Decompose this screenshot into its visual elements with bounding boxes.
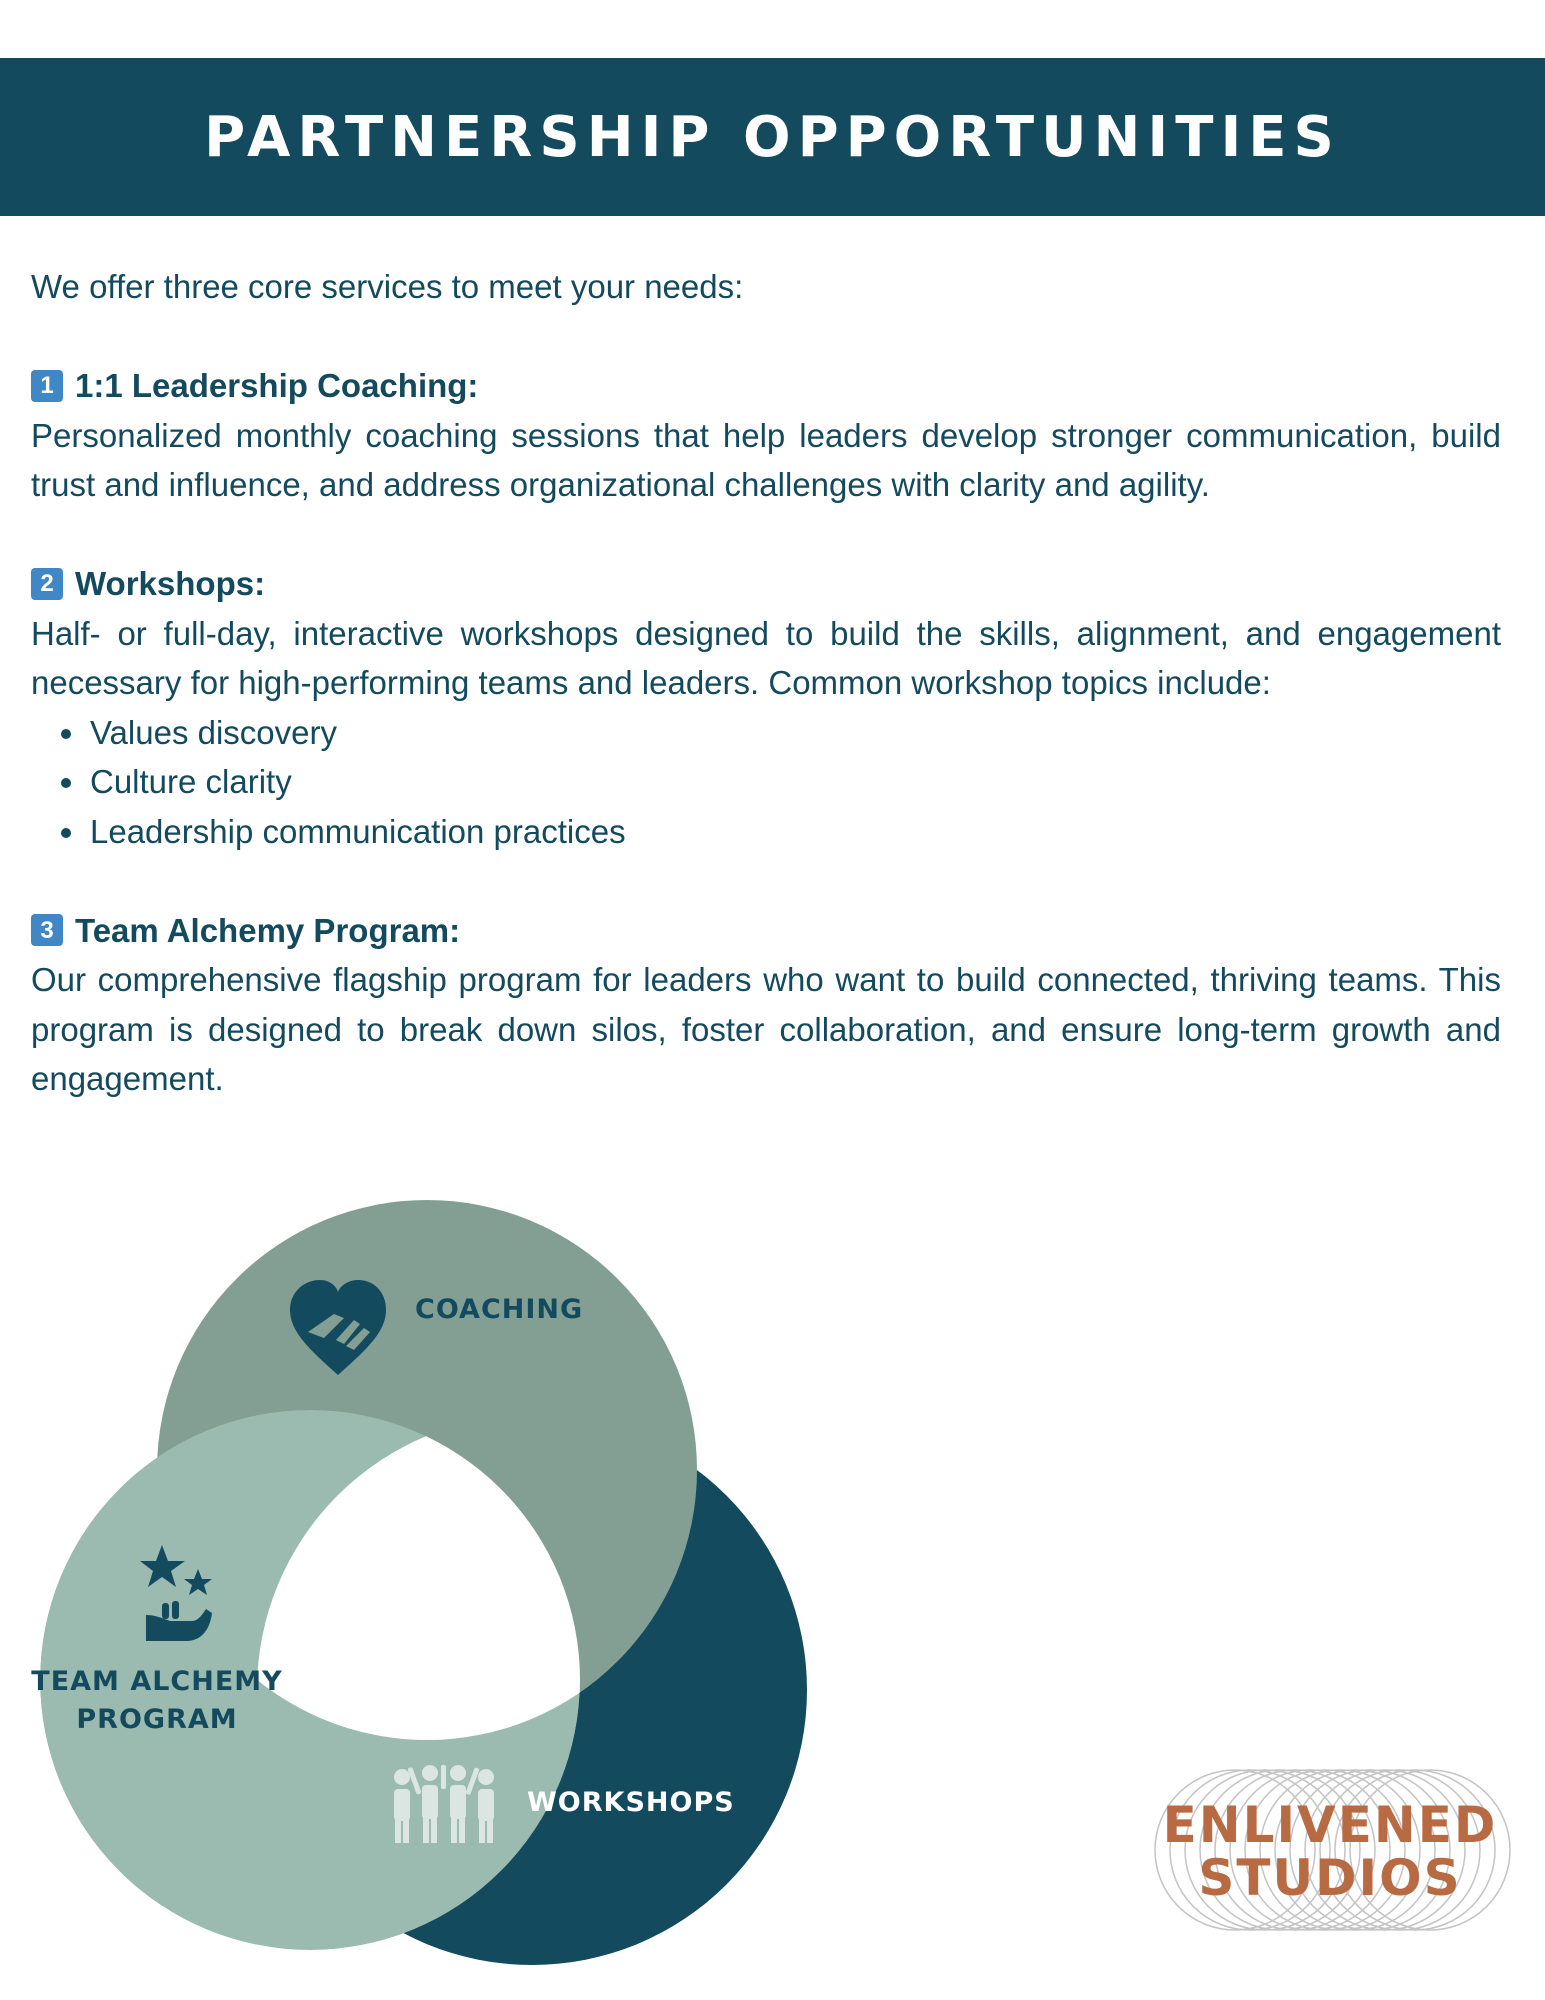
intro-text: We offer three core services to meet your needs: — [31, 268, 744, 305]
number-badge: 3 — [31, 914, 63, 946]
service-title: Team Alchemy Program: — [75, 911, 461, 949]
team-alchemy-label-line2: PROGRAM — [76, 1704, 238, 1735]
workshop-topics-list — [31, 708, 1501, 857]
list-item: • Values discovery — [88, 708, 1501, 758]
service-title: 1:1 Leadership Coaching: — [75, 367, 479, 404]
service-heading-coaching — [31, 361, 1501, 411]
workshops-label: WORKSHOPS — [527, 1787, 735, 1818]
page-title: PARTNERSHIP OPPORTUNITIES — [204, 104, 1341, 170]
service-description: Half- or full-day, interactive workshops designed to build the skills, alignment, and engagement necessary for high-performing teams and leaders. Common workshop topics include: — [31, 614, 1501, 701]
list-item: • Leadership communication practices — [88, 807, 1501, 857]
team-alchemy-label-line1: TEAM ALCHEMY — [31, 1666, 283, 1697]
services-venn-diagram — [0, 1180, 830, 1980]
service-heading-team-alchemy — [31, 906, 1501, 956]
services-content — [31, 262, 1501, 1104]
service-heading-workshops — [31, 559, 1501, 609]
list-item: • Culture clarity — [88, 757, 1501, 807]
logo-line2: STUDIOS — [1198, 1849, 1462, 1907]
number-badge: 1 — [31, 370, 63, 402]
number-badge: 2 — [31, 568, 63, 600]
enlivened-studios-logo — [1145, 1765, 1515, 1935]
service-title: Workshops: — [75, 565, 266, 602]
coaching-label: COACHING — [415, 1294, 584, 1325]
service-description: Personalized monthly coaching sessions that help leaders develop stronger communication, build trust and influence, and address organizational challenges with clarity and agility. — [31, 416, 1501, 503]
service-description: Our comprehensive flagship program for leaders who want to build connected, thriving teams. This program is designed to break down silos, foster collaboration, and ensure long-term growth and engagement. — [31, 961, 1501, 1097]
logo-line1: ENLIVENED — [1162, 1796, 1498, 1854]
header-banner — [0, 58, 1545, 216]
